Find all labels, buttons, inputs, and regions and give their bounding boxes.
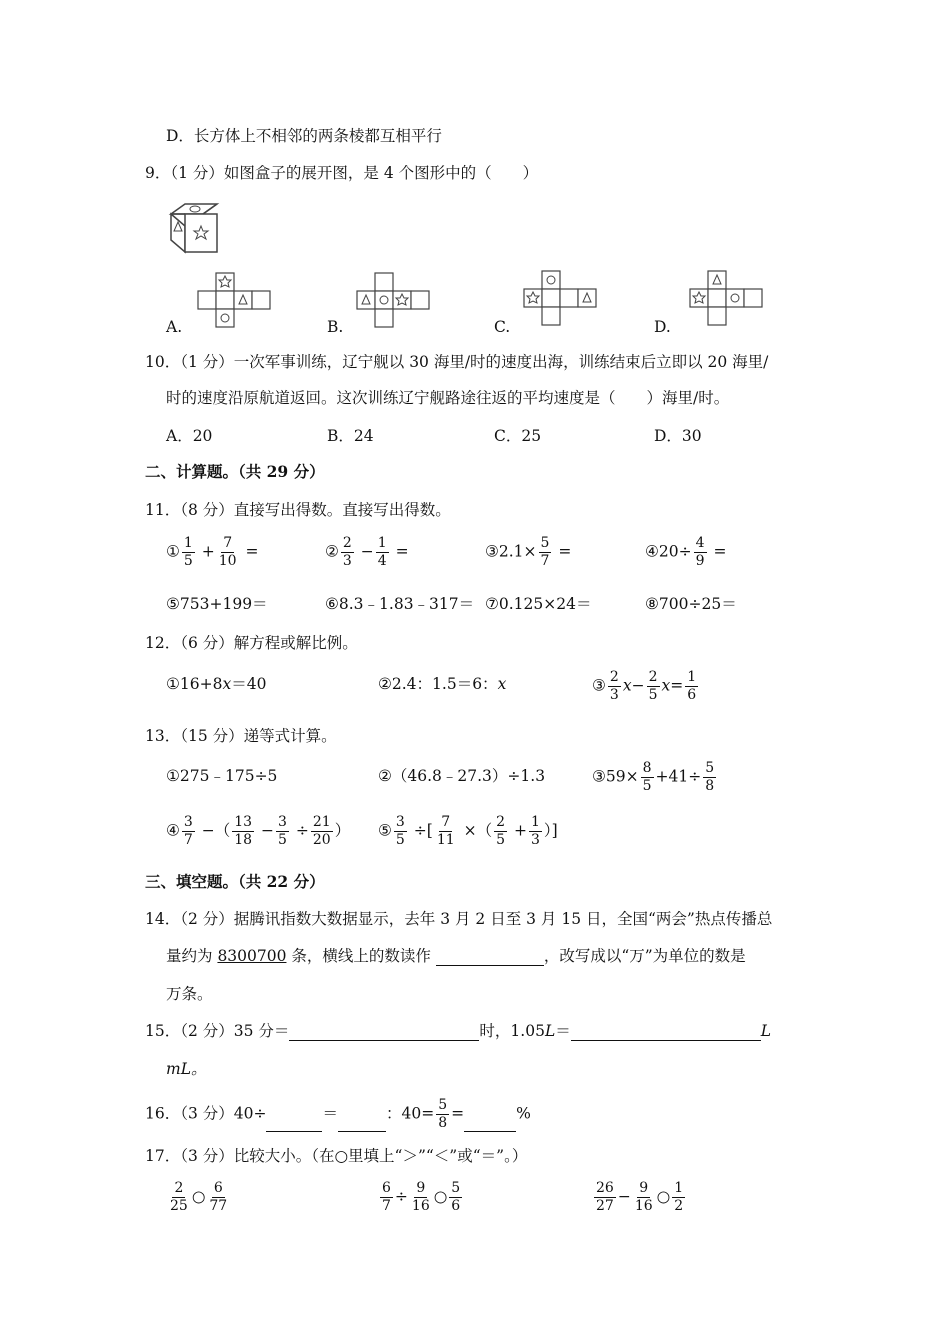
q9-option-a[interactable]: A. xyxy=(166,318,183,336)
cube-figure xyxy=(165,200,225,256)
q11-item-6: ⑥8.3﹣1.83﹣317＝ xyxy=(325,595,475,613)
q11-item-7: ⑦0.125×24＝ xyxy=(485,595,592,613)
q8-option-d: D．长方体上不相邻的两条棱都互相平行 xyxy=(166,127,442,145)
q17-compare-1: $\frac{2}{25}$ ○ $\frac{6}{77}$ xyxy=(170,1180,228,1214)
q15-blank-hours[interactable] xyxy=(289,1024,479,1041)
q13-item-4: ④ $\frac{3}{7}$ −（ $\frac{13}{18}$ − $\frac{3}{5}$ ÷ $\frac{21}{20}$ ） xyxy=(166,814,351,848)
section-2-heading: 二、计算题。（共 29 分） xyxy=(145,462,325,481)
q11-item-4: ④20÷ $\frac{4}{9}$ = xyxy=(645,535,727,569)
q12-item-3: ③ $\frac{2}{3}$ x− $\frac{2}{5}$ x= $\frac{1}{6}$ xyxy=(592,669,697,703)
q10-option-d[interactable]: D．30 xyxy=(654,427,702,445)
q16-line: 16．（3 分）40÷ ＝ ：40= $\frac{5}{8}$ = % xyxy=(145,1097,531,1131)
q12-stem: 12．（6 分）解方程或解比例。 xyxy=(145,634,358,652)
q10-line1: 10．（1 分）一次军事训练，辽宁舰以 30 海里/时的速度出海，训练结束后立即以 20 海里/ xyxy=(145,353,769,371)
q13-item-3: ③59× $\frac{8}{5}$ +41÷ $\frac{5}{8}$ xyxy=(592,760,715,794)
q16-blank-3[interactable] xyxy=(464,1115,516,1132)
q14-blank-reading[interactable] xyxy=(436,949,544,966)
q9-option-c[interactable]: C. xyxy=(494,318,511,336)
q13-item-5: ⑤ $\frac{3}{5}$ ÷[ $\frac{7}{11}$ ×（ $\frac{2}{5}$ + $\frac{1}{3}$ ）] xyxy=(378,814,558,848)
q10-option-c[interactable]: C．25 xyxy=(494,427,542,445)
q15-line2: mL。 xyxy=(166,1060,207,1078)
q10-option-a[interactable]: A．20 xyxy=(166,427,213,445)
q17-stem: 17．（3 分）比较大小。（在○里填上“＞”“＜”或“＝”。） xyxy=(145,1147,528,1165)
q11-item-3: ③2.1× $\frac{5}{7}$ = xyxy=(485,535,572,569)
q15-line1: 15．（2 分）35 分＝ 时，1.05L＝ L xyxy=(145,1022,772,1040)
q13-item-2: ②（46.8﹣27.3）÷1.3 xyxy=(378,767,546,785)
q9-stem: 9．（1 分）如图盒子的展开图，是 4 个图形中的（ ） xyxy=(145,164,539,182)
net-d xyxy=(688,270,768,328)
q12-item-2: ②2.4：1.5＝6：x xyxy=(378,675,507,693)
q9-option-b[interactable]: B. xyxy=(327,318,344,336)
q14-number: 8300700 xyxy=(217,947,287,965)
q17-compare-3: $\frac{26}{27}$ − $\frac{9}{16}$ ○ $\frac{1}{2}$ xyxy=(596,1180,684,1214)
q11-item-5: ⑤753+199＝ xyxy=(166,595,268,613)
q15-blank-ml[interactable] xyxy=(571,1024,761,1041)
q12-item-1: ①16+8x＝40 xyxy=(166,675,267,693)
compare-circle[interactable]: ○ xyxy=(433,1187,448,1206)
q14-line2: 量约为 8300700 条，横线上的数读作 ，改写成以“万”为单位的数是 xyxy=(166,947,746,965)
q13-stem: 13．（15 分）递等式计算。 xyxy=(145,727,337,745)
section-3-heading: 三、填空题。（共 22 分） xyxy=(145,872,325,891)
q16-blank-1[interactable] xyxy=(266,1115,322,1132)
net-b xyxy=(355,272,435,328)
q10-line2: 时的速度沿原航道返回。这次训练辽宁舰路途往返的平均速度是（ ）海里/时。 xyxy=(166,389,730,407)
q11-item-1: ① $\frac{1}{5}$ + $\frac{7}{10}$ = xyxy=(166,535,259,569)
q11-item-8: ⑧700÷25＝ xyxy=(645,595,737,613)
q11-item-2: ② $\frac{2}{3}$ − $\frac{1}{4}$ = xyxy=(325,535,409,569)
q16-blank-2[interactable] xyxy=(338,1115,386,1132)
net-a xyxy=(196,272,276,328)
net-c xyxy=(522,270,602,328)
q17-compare-2: $\frac{6}{7}$ ÷ $\frac{9}{16}$ ○ $\frac{5}{6}$ xyxy=(382,1180,461,1214)
compare-circle[interactable]: ○ xyxy=(656,1187,671,1206)
q11-stem: 11．（8 分）直接写出得数。直接写出得数。 xyxy=(145,501,451,519)
q14-line3: 万条。 xyxy=(166,985,213,1003)
q14-line1: 14．（2 分）据腾讯指数大数据显示，去年 3 月 2 日至 3 月 15 日，全国“两会”热点传播总 xyxy=(145,910,773,928)
q10-option-b[interactable]: B．24 xyxy=(327,427,374,445)
q9-option-d[interactable]: D. xyxy=(654,318,671,336)
q13-item-1: ①275﹣175÷5 xyxy=(166,767,278,785)
compare-circle[interactable]: ○ xyxy=(191,1187,206,1206)
